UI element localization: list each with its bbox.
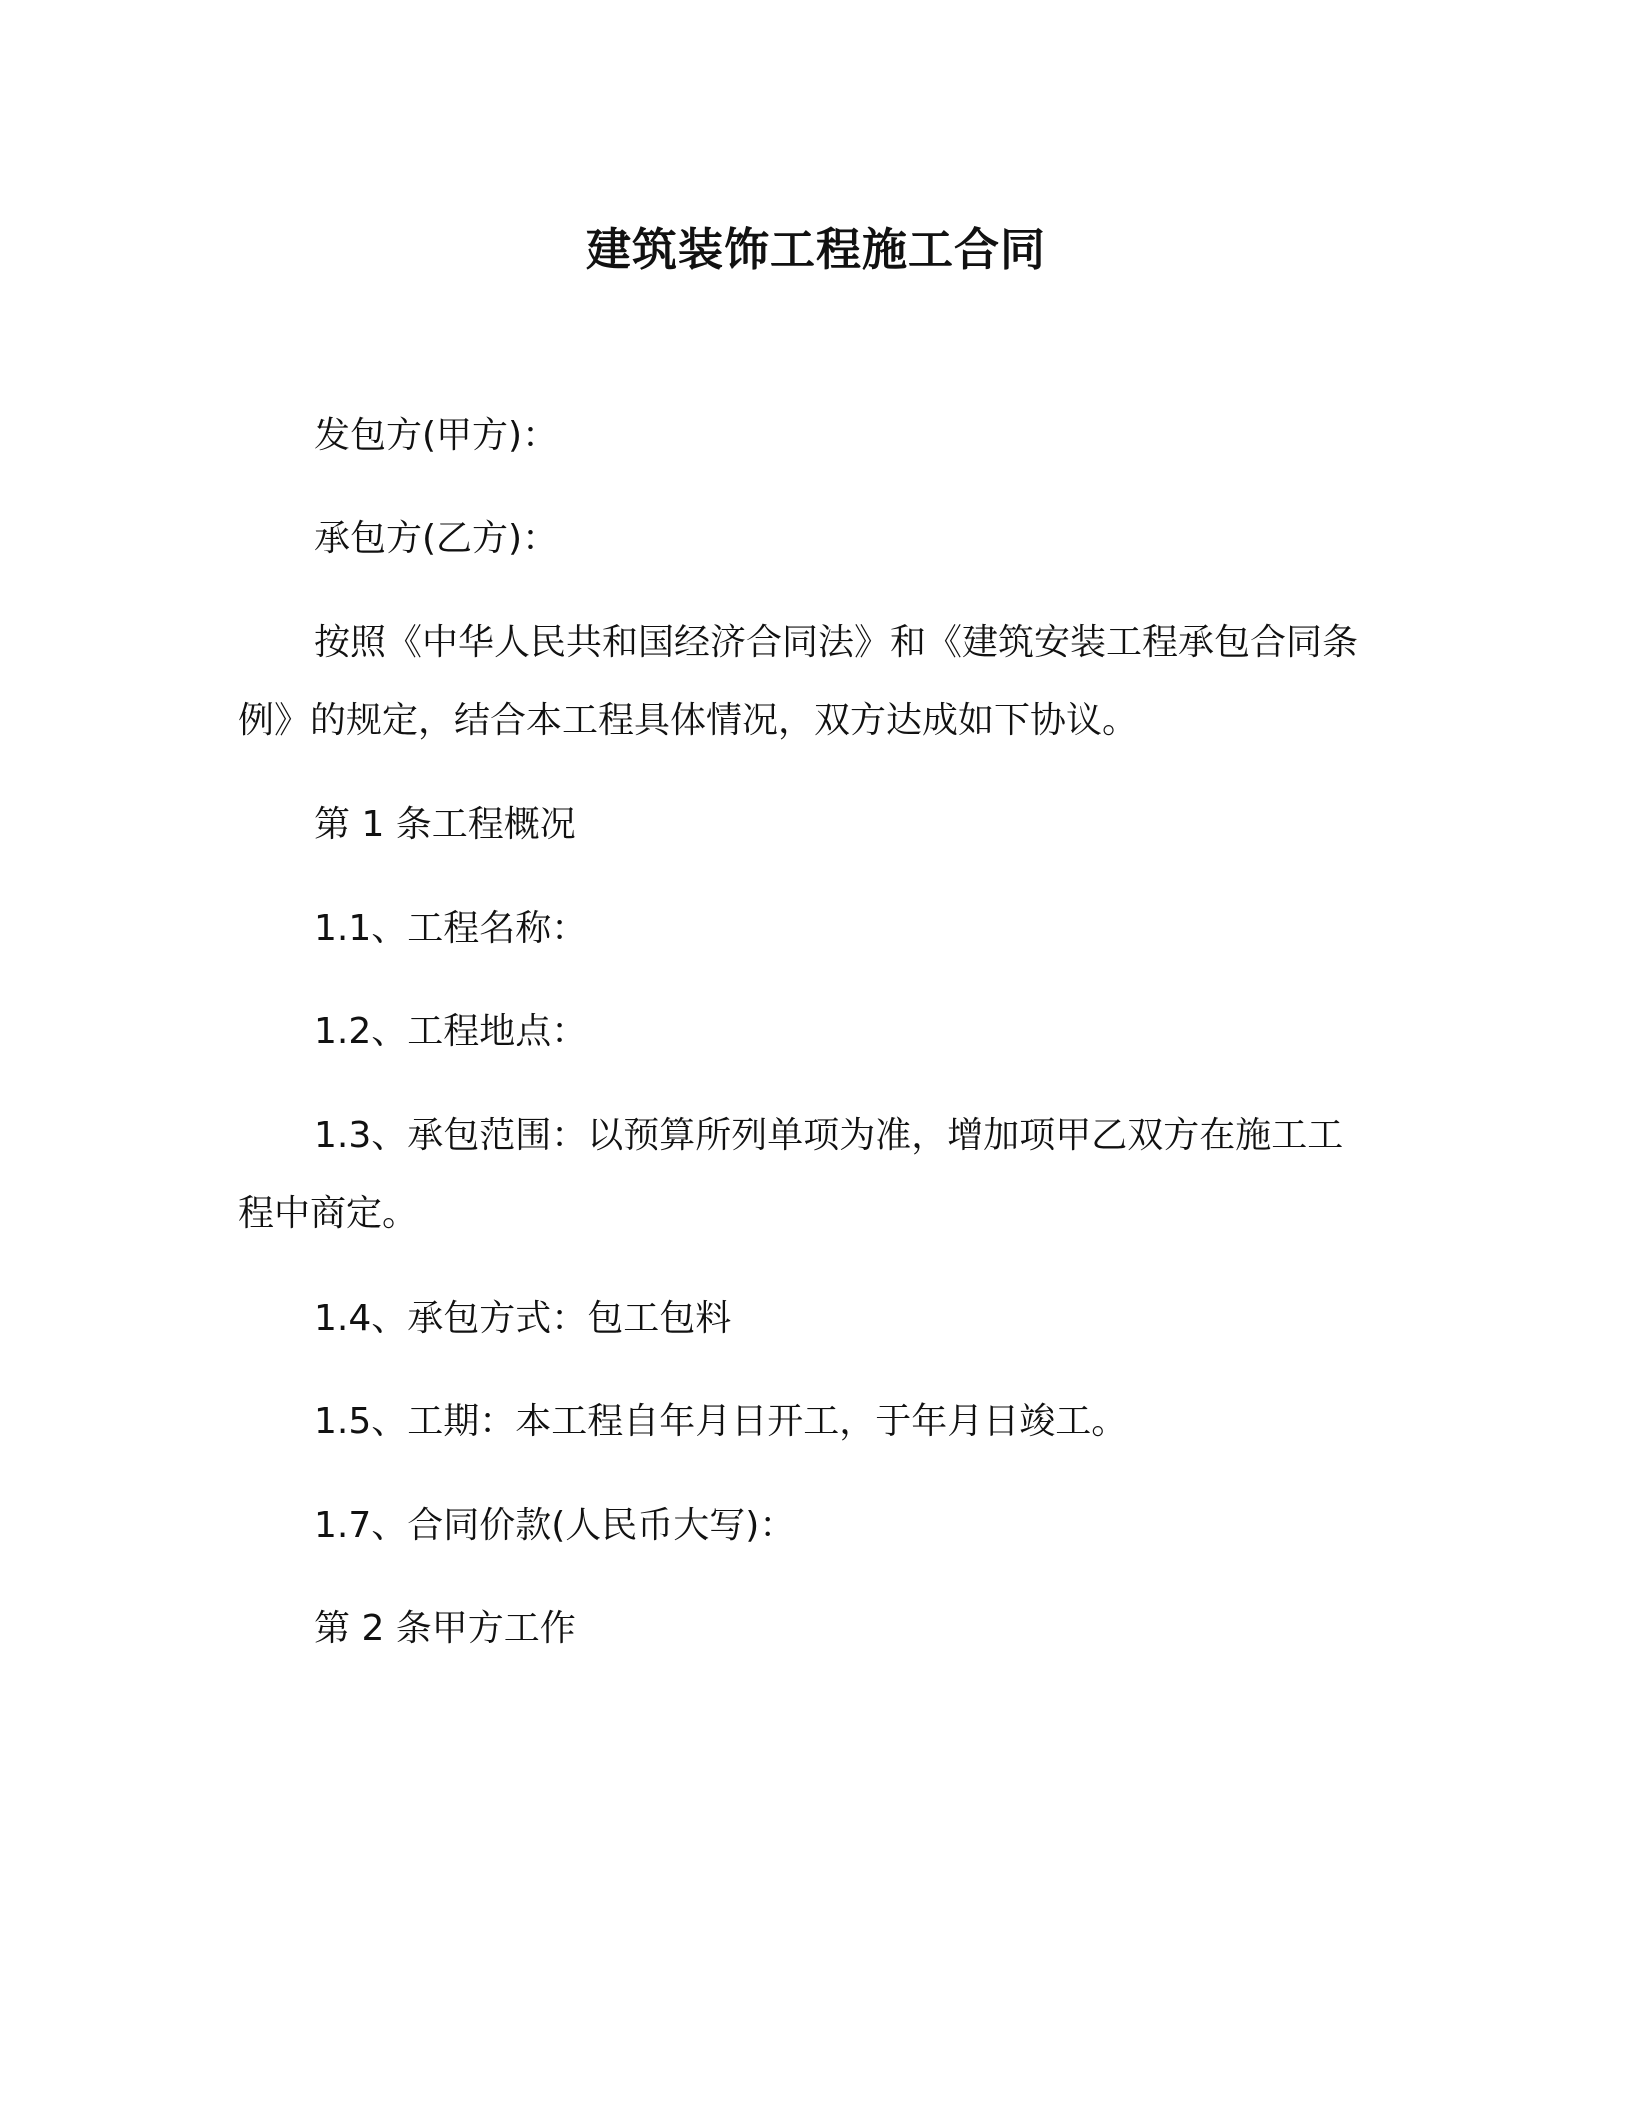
clause-1-4: 1.4、承包方式：包工包料 — [314, 1298, 732, 1339]
clause-1-2: 1.2、工程地点： — [314, 1011, 588, 1052]
party-a-line: 发包方(甲方)： — [314, 415, 559, 456]
clause-1-3: 1.3、承包范围：以预算所列单项为准，增加项甲乙双方在施工工程中商定。 — [238, 1115, 1344, 1234]
article-2-heading: 第 2 条甲方工作 — [314, 1608, 576, 1649]
document-title: 建筑装饰工程施工合同 — [585, 223, 1046, 276]
party-b-line: 承包方(乙方)： — [314, 518, 559, 559]
clause-1-7: 1.7、合同价款(人民币大写)： — [314, 1505, 796, 1546]
clause-1-5: 1.5、工期：本工程自年月日开工，于年月日竣工。 — [314, 1401, 1128, 1442]
clause-1-1: 1.1、工程名称： — [314, 908, 588, 949]
preamble-paragraph: 按照《中华人民共和国经济合同法》和《建筑安装工程承包合同条例》的规定，结合本工程具体情况，双方达成如下协议。 — [238, 622, 1359, 741]
article-1-heading: 第 1 条工程概况 — [314, 804, 576, 845]
